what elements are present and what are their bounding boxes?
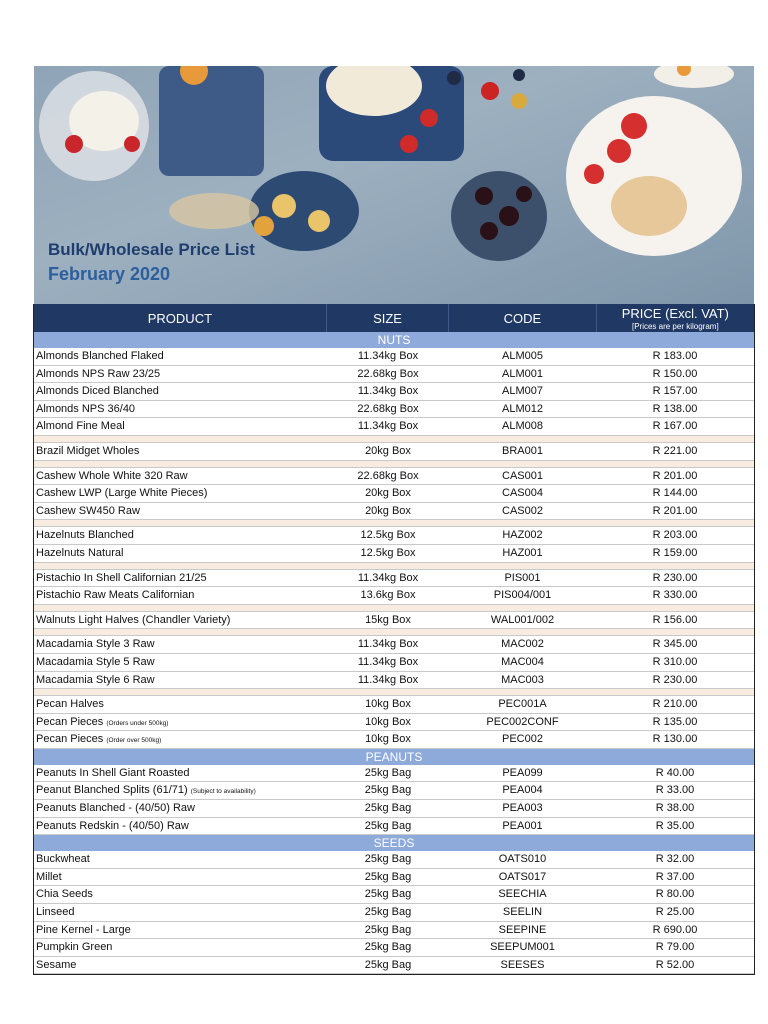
table-row [34, 570, 754, 588]
product-name: Brazil Midget Wholes [36, 444, 140, 457]
table-row [34, 886, 754, 904]
code-cell: SEEPUM001 [490, 941, 555, 954]
product-cell [34, 696, 327, 713]
product-cell [34, 731, 327, 748]
table-row [34, 636, 754, 654]
size-cell: 22.68kg Box [357, 469, 419, 482]
product-name: Macadamia Style 3 Raw [36, 638, 155, 651]
table-row [34, 587, 754, 605]
table-row [34, 922, 754, 940]
product-name: Linseed [36, 906, 75, 919]
group-separator [34, 605, 754, 612]
product-cell [34, 886, 327, 903]
price-cell: R 40.00 [655, 766, 695, 779]
product-cell [34, 818, 327, 835]
header-banner [34, 66, 754, 304]
table-row [34, 527, 754, 545]
product-name: Almonds Blanched Flaked [36, 350, 164, 362]
product-cell [34, 570, 327, 587]
size-cell: 11.34kg Box [357, 571, 419, 584]
group-separator [34, 563, 754, 570]
size-cell: 13.6kg Box [360, 589, 416, 602]
price-cell: R 221.00 [652, 444, 698, 457]
table-row [34, 782, 754, 800]
table-row [34, 765, 754, 783]
product-cell [34, 851, 327, 868]
table-row [34, 366, 754, 384]
code-cell: PEC002CONF [486, 715, 559, 728]
product-name: Millet [36, 870, 62, 883]
code-cell: ALM005 [502, 350, 543, 362]
table-row [34, 957, 754, 975]
price-cell: R 135.00 [652, 715, 698, 728]
product-cell [34, 401, 327, 418]
code-cell: CAS001 [502, 469, 543, 482]
size-cell: 25kg Bag [364, 819, 412, 832]
code-cell: ALM007 [502, 385, 543, 398]
table-row [34, 485, 754, 503]
column-header-product: PRODUCT [34, 304, 327, 332]
price-cell: R 144.00 [652, 487, 698, 500]
code-cell: PIS004/001 [493, 589, 552, 602]
product-name: Macadamia Style 5 Raw [36, 655, 155, 668]
table-row [34, 348, 754, 366]
price-cell: R 80.00 [655, 888, 695, 901]
column-header-code: CODE [449, 304, 596, 332]
size-cell: 11.34kg Box [357, 350, 419, 362]
size-cell: 11.34kg Box [357, 638, 419, 651]
product-name: Peanuts In Shell Giant Roasted [36, 766, 190, 779]
price-cell: R 330.00 [652, 589, 698, 602]
size-cell: 25kg Bag [364, 906, 412, 919]
size-cell: 25kg Bag [364, 784, 412, 797]
product-cell [34, 672, 327, 689]
price-cell: R 345.00 [652, 638, 698, 651]
price-cell: R 690.00 [652, 923, 698, 936]
code-cell: ALM008 [502, 420, 543, 433]
product-name: Walnuts Light Halves (Chandler Variety) [36, 613, 231, 626]
table-row [34, 800, 754, 818]
table-row [34, 383, 754, 401]
product-name: Cashew LWP (Large White Pieces) [36, 487, 208, 500]
price-cell: R 310.00 [652, 655, 698, 668]
size-cell: 25kg Bag [364, 958, 412, 971]
product-name: Pecan Pieces [36, 733, 104, 746]
size-cell: 11.34kg Box [357, 673, 419, 686]
size-cell: 20kg Box [365, 444, 411, 457]
product-note: (Subject to availability) [190, 788, 256, 796]
table-row [34, 443, 754, 461]
category-header: SEEDS [34, 835, 754, 851]
table-row [34, 714, 754, 732]
code-cell: PEA099 [502, 766, 543, 779]
product-name: Cashew Whole White 320 Raw [36, 469, 188, 482]
column-header-price [597, 304, 754, 332]
product-cell [34, 636, 327, 653]
table-body [34, 332, 754, 974]
document-subtitle: February 2020 [48, 264, 171, 284]
product-cell [34, 348, 327, 365]
table-row [34, 818, 754, 836]
price-cell: R 230.00 [652, 571, 698, 584]
price-cell: R 52.00 [655, 958, 695, 971]
price-cell: R 38.00 [655, 802, 695, 815]
table-row [34, 468, 754, 486]
product-cell [34, 957, 327, 974]
table-row [34, 672, 754, 690]
product-name: Almonds NPS Raw 23/25 [36, 367, 161, 380]
product-name: Pine Kernel - Large [36, 923, 131, 936]
product-cell [34, 418, 327, 435]
size-cell: 10kg Box [365, 698, 411, 711]
table-row [34, 696, 754, 714]
product-note: (Orders under 500kg) [106, 719, 169, 727]
price-cell: R 138.00 [652, 402, 698, 415]
product-name: Sesame [36, 958, 77, 971]
price-cell: R 150.00 [652, 367, 698, 380]
product-cell [34, 366, 327, 383]
code-cell: CAS002 [502, 504, 543, 517]
price-cell: R 201.00 [652, 504, 698, 517]
product-name: Hazelnuts Natural [36, 546, 124, 559]
category-header: NUTS [34, 332, 754, 348]
size-cell: 25kg Bag [364, 870, 412, 883]
product-name: Buckwheat [36, 853, 90, 866]
table-row [34, 612, 754, 630]
table-row [34, 851, 754, 869]
price-cell: R 130.00 [652, 733, 698, 746]
product-cell [34, 443, 327, 460]
code-cell: BRA001 [502, 444, 543, 457]
code-cell: PEA004 [502, 784, 543, 797]
product-name: Pecan Halves [36, 698, 104, 711]
price-header-label: PRICE (Excl. VAT) [621, 305, 729, 321]
code-cell: PEC002 [502, 733, 543, 746]
product-name: Almonds Diced Blanched [36, 385, 159, 398]
product-cell [34, 939, 327, 956]
product-cell [34, 527, 327, 544]
product-note: (Order over 500kg) [106, 737, 162, 745]
product-name: Peanuts Blanched - (40/50) Raw [36, 802, 195, 815]
code-cell: PEC001A [498, 698, 547, 711]
document-title: Bulk/Wholesale Price List [48, 240, 255, 259]
table-row [34, 503, 754, 521]
price-cell: R 201.00 [652, 469, 698, 482]
size-cell: 10kg Box [365, 715, 411, 728]
code-cell: MAC002 [501, 638, 544, 651]
table-row [34, 869, 754, 887]
code-cell: OATS010 [498, 853, 547, 866]
code-cell: PEA003 [502, 802, 543, 815]
size-cell: 22.68kg Box [357, 367, 419, 380]
code-cell: MAC004 [501, 655, 544, 668]
product-name: Peanuts Redskin - (40/50) Raw [36, 819, 189, 832]
group-separator [34, 520, 754, 527]
table-row [34, 401, 754, 419]
code-cell: PIS001 [504, 571, 541, 584]
product-cell [34, 587, 327, 604]
code-cell: ALM012 [502, 402, 543, 415]
product-cell [34, 869, 327, 886]
product-cell [34, 922, 327, 939]
group-separator [34, 689, 754, 696]
table-row [34, 654, 754, 672]
size-cell: 11.34kg Box [357, 420, 419, 433]
price-cell: R 159.00 [652, 546, 698, 559]
product-cell [34, 782, 327, 799]
size-cell: 20kg Box [365, 504, 411, 517]
product-cell [34, 485, 327, 502]
code-cell: SEECHIA [498, 888, 547, 901]
group-separator [34, 461, 754, 468]
code-cell: SEESES [500, 958, 545, 971]
product-name: Chia Seeds [36, 888, 93, 901]
code-cell: ALM001 [502, 367, 543, 380]
group-separator [34, 436, 754, 443]
product-cell [34, 468, 327, 485]
size-cell: 25kg Bag [364, 888, 412, 901]
table-row [34, 545, 754, 563]
price-cell: R 156.00 [652, 613, 698, 626]
product-name: Hazelnuts Blanched [36, 529, 134, 542]
size-cell: 25kg Bag [364, 766, 412, 779]
size-cell: 11.34kg Box [357, 655, 419, 668]
code-cell: HAZ001 [502, 546, 543, 559]
code-cell: CAS004 [502, 487, 543, 500]
category-header: PEANUTS [34, 749, 754, 765]
product-name: Macadamia Style 6 Raw [36, 673, 155, 686]
size-cell: 12.5kg Box [360, 546, 416, 559]
product-name: Pumpkin Green [36, 941, 113, 954]
size-cell: 10kg Box [365, 733, 411, 746]
table-row [34, 904, 754, 922]
code-cell: PEA001 [502, 819, 543, 832]
group-separator [34, 629, 754, 636]
product-cell [34, 904, 327, 921]
product-cell [34, 503, 327, 520]
product-cell [34, 714, 327, 731]
table-header [34, 304, 754, 332]
product-cell [34, 800, 327, 817]
price-table [33, 304, 755, 975]
price-cell: R 157.00 [652, 385, 698, 398]
table-row [34, 939, 754, 957]
size-cell: 22.68kg Box [357, 402, 419, 415]
size-cell: 12.5kg Box [360, 529, 416, 542]
product-cell [34, 765, 327, 782]
product-name: Pistachio Raw Meats Californian [36, 589, 195, 602]
code-cell: HAZ002 [502, 529, 543, 542]
table-row [34, 418, 754, 436]
size-cell: 25kg Bag [364, 941, 412, 954]
price-cell: R 37.00 [655, 870, 695, 883]
price-cell: R 230.00 [652, 673, 698, 686]
price-cell: R 25.00 [655, 906, 695, 919]
size-cell: 25kg Bag [364, 923, 412, 936]
code-cell: SEEPINE [498, 923, 547, 936]
product-name: Cashew SW450 Raw [36, 504, 140, 517]
price-cell: R 183.00 [652, 350, 698, 362]
size-cell: 11.34kg Box [357, 385, 419, 398]
column-header-size: SIZE [327, 304, 449, 332]
price-cell: R 33.00 [655, 784, 695, 797]
product-name: Almonds NPS 36/40 [36, 402, 136, 415]
product-cell [34, 383, 327, 400]
size-cell: 20kg Box [365, 487, 411, 500]
code-cell: OATS017 [498, 870, 547, 883]
code-cell: SEELIN [502, 906, 543, 919]
product-cell [34, 545, 327, 562]
size-cell: 25kg Bag [364, 802, 412, 815]
code-cell: MAC003 [501, 673, 544, 686]
price-cell: R 167.00 [652, 420, 698, 433]
product-name: Almond Fine Meal [36, 420, 125, 433]
price-cell: R 203.00 [652, 529, 698, 542]
product-cell [34, 654, 327, 671]
size-cell: 15kg Box [365, 613, 411, 626]
size-cell: 25kg Bag [364, 853, 412, 866]
product-name: Pecan Pieces [36, 715, 104, 728]
product-name: Peanut Blanched Splits (61/71) [36, 784, 188, 797]
product-cell [34, 612, 327, 629]
code-cell: WAL001/002 [490, 613, 555, 626]
price-cell: R 32.00 [655, 853, 695, 866]
table-row [34, 731, 754, 749]
price-header-note: [Prices are per kilogram] [631, 321, 719, 331]
price-cell: R 79.00 [655, 941, 695, 954]
price-cell: R 210.00 [652, 698, 698, 711]
product-name: Pistachio In Shell Californian 21/25 [36, 571, 207, 584]
price-cell: R 35.00 [655, 819, 695, 832]
